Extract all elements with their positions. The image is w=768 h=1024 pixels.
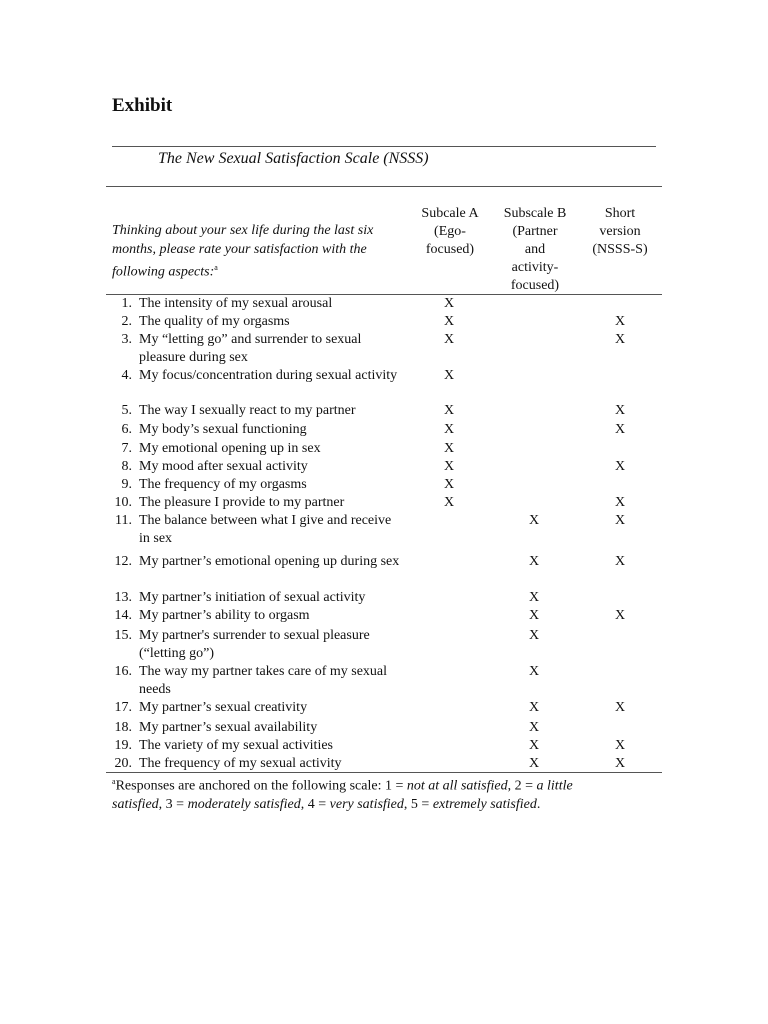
item-number: 14.: [114, 608, 132, 623]
table-prompt: [112, 222, 412, 282]
subscale-a-mark: X: [443, 459, 455, 474]
short-version-mark: X: [614, 314, 626, 329]
item-number: 9.: [121, 477, 132, 492]
anchor-label-4: very satisfied: [329, 797, 404, 813]
subscale-a-mark: X: [443, 332, 455, 347]
column-header-line: (Partner: [512, 224, 558, 239]
short-version-mark: X: [614, 756, 626, 771]
subscale-a-mark: X: [443, 422, 455, 437]
item-number: 10.: [114, 495, 132, 510]
short-version-mark: X: [614, 608, 626, 623]
subscale-b-mark: X: [528, 628, 540, 643]
footnote-marker: a: [112, 777, 116, 786]
column-header-subscale-b: [494, 205, 576, 295]
short-version-mark: X: [614, 495, 626, 510]
prompt-text: Thinking about your sex life during the last six months, please rate your satisfaction with the following aspects:: [112, 223, 374, 280]
column-header-line: focused): [510, 278, 560, 293]
subscale-a-mark: X: [443, 314, 455, 329]
anchor-label-3: moderately satisfied: [187, 797, 301, 813]
footnote-separator: , 2 =: [507, 778, 537, 794]
item-number: 5.: [121, 403, 132, 418]
item-text: My focus/concentration during sexual activity: [139, 368, 398, 383]
top-rule: [112, 146, 656, 147]
table-top-rule: [106, 186, 662, 187]
subscale-a-mark: X: [443, 477, 455, 492]
item-number: 7.: [121, 441, 132, 456]
anchor-label-5: extremely satisfied: [432, 797, 537, 813]
column-header-subscale-a: [410, 205, 490, 259]
item-text: My partner’s emotional opening up during sex: [139, 554, 400, 569]
item-text: My partner’s sexual creativity: [139, 700, 308, 715]
subscale-b-mark: X: [528, 590, 540, 605]
subscale-b-mark: X: [528, 664, 540, 679]
subscale-a-mark: X: [443, 441, 455, 456]
item-text: The variety of my sexual activities: [139, 738, 333, 753]
footnote-separator: , 3 =: [158, 797, 188, 813]
item-number: 12.: [114, 554, 132, 569]
column-header-line: and: [524, 242, 546, 257]
short-version-mark: X: [614, 738, 626, 753]
item-number: 19.: [114, 738, 132, 753]
item-number: 2.: [121, 314, 132, 329]
short-version-mark: X: [614, 459, 626, 474]
footnote: [112, 773, 622, 815]
subscale-b-mark: X: [528, 554, 540, 569]
footnote-separator: , 4 =: [300, 797, 330, 813]
subscale-b-mark: X: [528, 738, 540, 753]
short-version-mark: X: [614, 700, 626, 715]
item-text: My mood after sexual activity: [139, 459, 308, 474]
exhibit-heading: Exhibit: [112, 95, 173, 116]
column-header-short-version: [580, 205, 660, 259]
item-text: My emotional opening up in sex: [139, 441, 321, 456]
item-number: 3.: [121, 332, 132, 347]
column-header-line: activity-: [511, 260, 559, 275]
item-text: The frequency of my sexual activity: [139, 756, 342, 771]
item-text: The intensity of my sexual arousal: [139, 296, 333, 311]
subscale-b-mark: X: [528, 608, 540, 623]
item-text: My partner’s sexual availability: [139, 720, 318, 735]
short-version-mark: X: [614, 422, 626, 437]
subscale-b-mark: X: [528, 720, 540, 735]
item-text: The pleasure I provide to my partner: [139, 495, 345, 510]
item-number: 18.: [114, 720, 132, 735]
item-text: The frequency of my orgasms: [139, 477, 307, 492]
item-number: 8.: [121, 459, 132, 474]
short-version-mark: X: [614, 513, 626, 528]
column-header-line: (NSSS-S): [592, 242, 648, 257]
item-text: The way my partner takes care of my sexual needs: [139, 664, 388, 697]
column-header-line: Subscale B: [503, 206, 567, 221]
column-header-line: Subcale A: [421, 206, 479, 221]
column-header-line: version: [599, 224, 641, 239]
footnote-separator: , 5 =: [403, 797, 433, 813]
subscale-b-mark: X: [528, 513, 540, 528]
item-number: 11.: [115, 513, 132, 528]
item-number: 6.: [121, 422, 132, 437]
item-text: The quality of my orgasms: [139, 314, 290, 329]
column-header-line: (Ego-: [434, 224, 466, 239]
prompt-footnote-marker: a: [214, 263, 218, 272]
item-number: 17.: [114, 700, 132, 715]
subscale-a-mark: X: [443, 296, 455, 311]
footnote-intro: Responses are anchored on the following scale: 1 =: [115, 778, 407, 794]
item-number: 4.: [121, 368, 132, 383]
item-text: My partner's surrender to sexual pleasure (“letting go”): [139, 628, 370, 661]
subscale-b-mark: X: [528, 756, 540, 771]
item-text: My partner’s ability to orgasm: [139, 608, 310, 623]
short-version-mark: X: [614, 332, 626, 347]
item-number: 16.: [114, 664, 132, 679]
item-text: The way I sexually react to my partner: [139, 403, 356, 418]
column-header-line: Short: [604, 206, 636, 221]
subscale-a-mark: X: [443, 403, 455, 418]
subscale-a-mark: X: [443, 368, 455, 383]
footnote-end: .: [536, 797, 541, 813]
item-text: The balance between what I give and receive in sex: [139, 513, 392, 546]
item-text: My “letting go” and surrender to sexual pleasure during sex: [139, 332, 362, 365]
anchor-label-1: not at all satisfied: [406, 778, 508, 794]
item-number: 15.: [114, 628, 132, 643]
item-text: My partner’s initiation of sexual activity: [139, 590, 366, 605]
short-version-mark: X: [614, 403, 626, 418]
item-number: 20.: [114, 756, 132, 771]
subscale-b-mark: X: [528, 700, 540, 715]
scale-title: The New Sexual Satisfaction Scale (NSSS): [158, 150, 429, 167]
column-header-line: focused): [425, 242, 475, 257]
short-version-mark: X: [614, 554, 626, 569]
item-number: 1.: [121, 296, 132, 311]
item-number: 13.: [114, 590, 132, 605]
subscale-a-mark: X: [443, 495, 455, 510]
anchor-label-2: a little satisfied: [112, 778, 573, 813]
item-text: My body’s sexual functioning: [139, 422, 307, 437]
